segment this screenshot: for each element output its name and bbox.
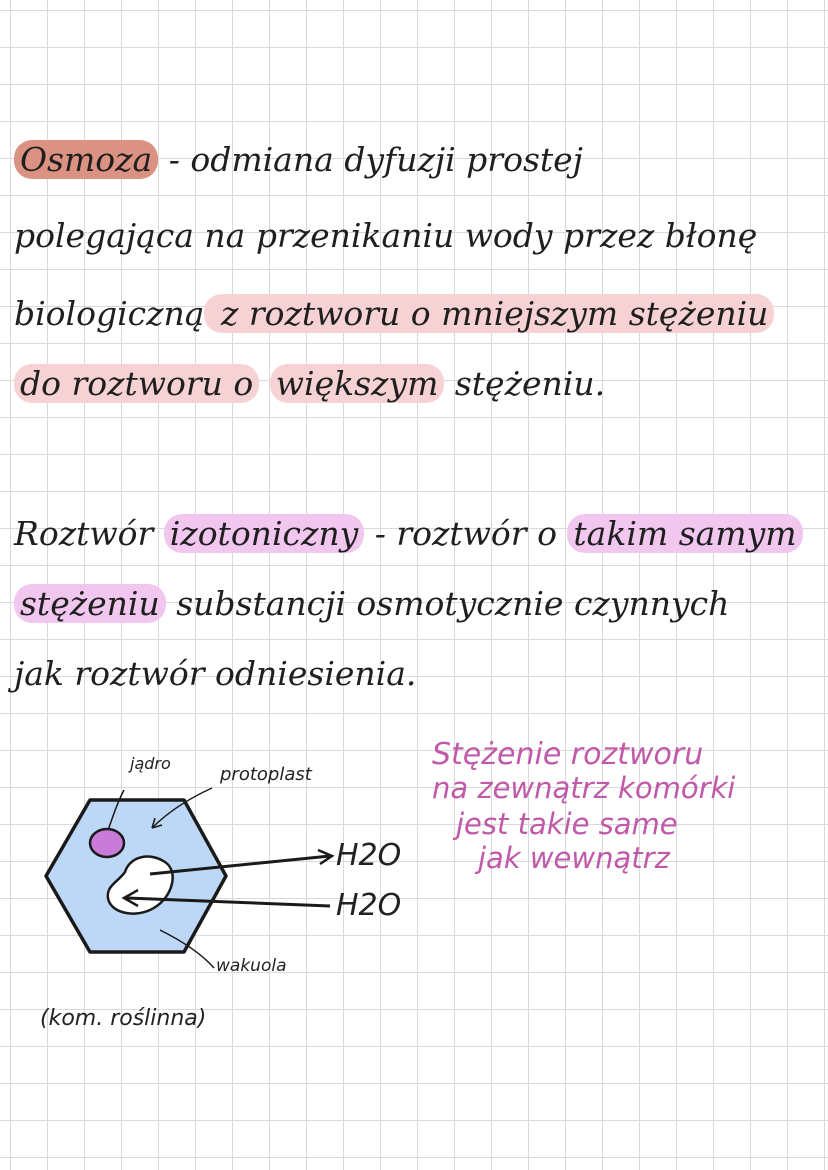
- note-line-1: Stężenie roztworu: [432, 737, 704, 772]
- nucleus: [90, 829, 124, 857]
- isotonic-line-3: jak roztwór odniesienia.: [14, 654, 417, 693]
- highlight-same: takim samym: [567, 514, 802, 553]
- note-line-3: jest takie same: [456, 807, 678, 841]
- highlight-higher: większym: [270, 364, 445, 403]
- diagram-caption: (kom. roślinna): [40, 1006, 207, 1031]
- osmosis-line-4: [14, 362, 605, 406]
- isotonic-line-1-a: Roztwór: [14, 514, 164, 553]
- isotonic-line-1-c: - roztwór o: [364, 514, 568, 553]
- label-protoplast: protoplast: [220, 764, 312, 785]
- highlight-to-solution: do roztworu o: [14, 364, 259, 403]
- note-line-2: na zewnątrz komórki: [432, 771, 736, 805]
- note-line-4: jak wewnątrz: [478, 841, 670, 875]
- osmosis-line-1-text: - odmiana dyfuzji prostej: [158, 140, 583, 179]
- label-nucleus: jądro: [130, 754, 171, 773]
- highlight-concentration: stężeniu: [14, 584, 166, 623]
- osmosis-line-4-end: stężeniu.: [444, 364, 606, 403]
- osmosis-line-3-a: biologiczną: [14, 294, 205, 333]
- isotonic-line-2: [14, 582, 729, 626]
- label-h2o-in: H2O: [336, 888, 402, 923]
- osmosis-line-3: [14, 292, 774, 336]
- label-h2o-out: H2O: [336, 838, 402, 873]
- isotonic-line-2-rest: substancji osmotycznie czynnych: [165, 584, 730, 623]
- highlight-lower-concentration: z roztworu o mniejszym stężeniu: [204, 294, 774, 333]
- isotonic-line-1: [14, 512, 803, 556]
- osmosis-line-1: [14, 138, 583, 182]
- term-izotoniczny: izotoniczny: [164, 514, 365, 553]
- osmosis-line-2: polegająca na przenikaniu wody przez błonę: [14, 216, 758, 255]
- label-vacuole: wakuola: [216, 956, 287, 976]
- term-osmoza: Osmoza: [14, 140, 158, 179]
